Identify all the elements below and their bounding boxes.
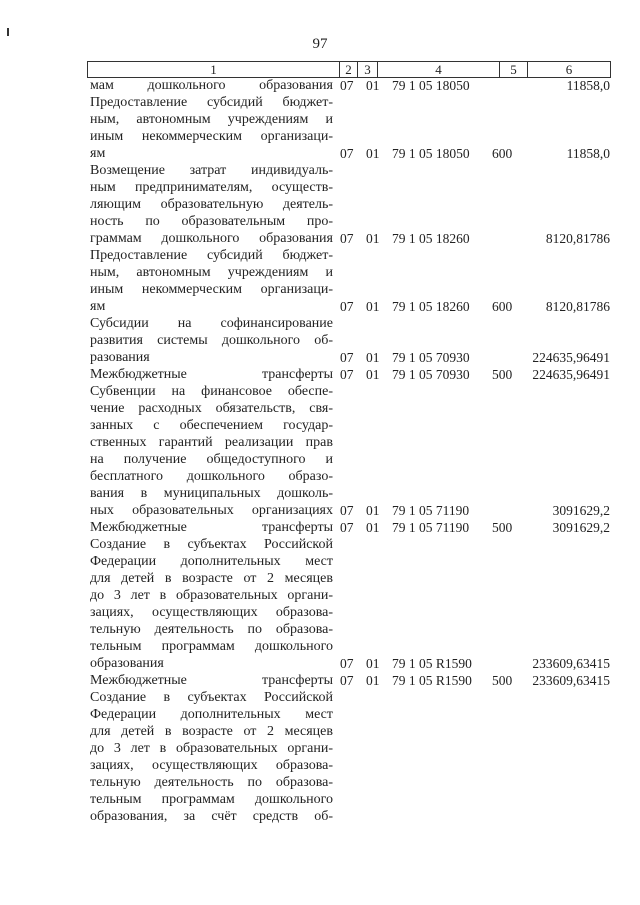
row-codes bbox=[340, 230, 610, 247]
target-article-code: 79 1 05 R1590 bbox=[392, 656, 472, 671]
amount-value: 224635,96491 bbox=[532, 350, 610, 365]
description-line: Предоставление субсидий бюджет- bbox=[90, 248, 333, 263]
row-codes bbox=[340, 145, 610, 162]
description-line: образования, за счёт средств об- bbox=[90, 809, 333, 824]
description-line: до 3 лет в образовательных органи- bbox=[90, 741, 333, 756]
description-line: бесплатного дошкольного образо- bbox=[90, 469, 333, 484]
description-line: Субсидии на софинансирование bbox=[90, 316, 333, 331]
description-line: чение расходных обязательств, свя- bbox=[90, 401, 333, 416]
description-line: ных образовательных организациях bbox=[90, 503, 333, 518]
description-line: Создание в субъектах Российской bbox=[90, 690, 333, 705]
row-codes bbox=[340, 366, 610, 383]
table-row bbox=[90, 247, 610, 315]
target-article-code: 79 1 05 71190 bbox=[392, 520, 470, 535]
subsection-code: 01 bbox=[366, 350, 380, 365]
amount-value: 11858,0 bbox=[566, 146, 610, 161]
table-body bbox=[90, 77, 610, 825]
target-article-code: 79 1 05 18260 bbox=[392, 299, 470, 314]
section-code: 07 bbox=[340, 673, 354, 688]
section-code: 07 bbox=[340, 299, 354, 314]
row-codes bbox=[340, 77, 610, 94]
row-codes bbox=[340, 808, 610, 825]
description-line: зациях, осуществляющих образова- bbox=[90, 605, 333, 620]
expense-type-code: 500 bbox=[492, 520, 513, 535]
amount-value: 8120,81786 bbox=[545, 231, 610, 246]
row-description bbox=[90, 689, 333, 825]
row-codes bbox=[340, 672, 610, 689]
description-line: Субвенции на финансовое обеспе- bbox=[90, 384, 333, 399]
subsection-code: 01 bbox=[366, 503, 380, 518]
section-code: 07 bbox=[340, 146, 354, 161]
row-description bbox=[90, 94, 333, 162]
row-codes bbox=[340, 502, 610, 519]
description-line: Предоставление субсидий бюджет- bbox=[90, 95, 333, 110]
row-codes bbox=[340, 655, 610, 672]
description-line: ность по образовательным про- bbox=[90, 214, 333, 229]
subsection-code: 01 bbox=[366, 299, 380, 314]
description-line: разования bbox=[90, 350, 150, 365]
description-line: ляющим образовательную деятель- bbox=[90, 197, 333, 212]
description-line: Федерации дополнительных мест bbox=[90, 554, 333, 569]
page-number: 97 bbox=[312, 36, 328, 52]
header-col-6: 6 bbox=[565, 62, 573, 77]
amount-value: 3091629,2 bbox=[552, 520, 610, 535]
section-code: 07 bbox=[340, 78, 354, 93]
description-line: для детей в возрасте от 2 месяцев bbox=[90, 724, 333, 739]
section-code: 07 bbox=[340, 520, 354, 535]
target-article-code: 79 1 05 18050 bbox=[392, 146, 470, 161]
section-code: 07 bbox=[340, 231, 354, 246]
table-row bbox=[90, 689, 610, 825]
amount-value: 11858,0 bbox=[566, 78, 610, 93]
table-row bbox=[90, 519, 610, 536]
row-description bbox=[90, 672, 333, 689]
table-row bbox=[90, 94, 610, 162]
description-line: ям bbox=[90, 146, 106, 161]
table-row bbox=[90, 383, 610, 519]
description-line: тельным программам дошкольного bbox=[90, 639, 333, 654]
table-header bbox=[87, 61, 611, 78]
table-row bbox=[90, 366, 610, 383]
row-codes bbox=[340, 349, 610, 366]
row-codes bbox=[340, 298, 610, 315]
expense-type-code: 500 bbox=[492, 673, 513, 688]
section-code: 07 bbox=[340, 656, 354, 671]
amount-value: 233609,63415 bbox=[532, 673, 610, 688]
description-line: иным некоммерческим организаци- bbox=[90, 282, 333, 297]
subsection-code: 01 bbox=[366, 673, 380, 688]
description-line: ным предпринимателям, осуществ- bbox=[90, 180, 333, 195]
subsection-code: 01 bbox=[366, 146, 380, 161]
row-description bbox=[90, 162, 333, 247]
description-line: тельную деятельность по образова- bbox=[90, 622, 333, 637]
description-line: Возмещение затрат индивидуаль- bbox=[90, 163, 333, 178]
row-description bbox=[90, 366, 333, 383]
description-line: тельную деятельность по образова- bbox=[90, 775, 333, 790]
description-line: тельным программам дошкольного bbox=[90, 792, 333, 807]
amount-value: 3091629,2 bbox=[552, 503, 610, 518]
description-line: зациях, осуществляющих образова- bbox=[90, 758, 333, 773]
subsection-code: 01 bbox=[366, 367, 380, 382]
row-description bbox=[90, 519, 333, 536]
target-article-code: 79 1 05 70930 bbox=[392, 367, 470, 382]
description-line: вания в муниципальных дошколь- bbox=[90, 486, 333, 501]
description-line: ным, автономным учреждениям и bbox=[90, 112, 333, 127]
target-article-code: 79 1 05 70930 bbox=[392, 350, 470, 365]
description-line: граммам дошкольного образования bbox=[90, 231, 333, 246]
header-col-5: 5 bbox=[500, 62, 528, 77]
section-code: 07 bbox=[340, 503, 354, 518]
table-row bbox=[90, 672, 610, 689]
table-row bbox=[90, 315, 610, 366]
row-description bbox=[90, 77, 333, 94]
description-line: ственных гарантий реализации прав bbox=[90, 435, 333, 450]
row-description bbox=[90, 247, 333, 315]
amount-value: 8120,81786 bbox=[545, 299, 610, 314]
target-article-code: 79 1 05 18050 bbox=[392, 78, 470, 93]
subsection-code: 01 bbox=[366, 520, 380, 535]
target-article-code: 79 1 05 R1590 bbox=[392, 673, 472, 688]
section-code: 07 bbox=[340, 350, 354, 365]
expense-type-code: 600 bbox=[492, 299, 513, 314]
description-line: Федерации дополнительных мест bbox=[90, 707, 333, 722]
description-line: Создание в субъектах Российской bbox=[90, 537, 333, 552]
description-line: образования bbox=[90, 656, 164, 671]
table-row bbox=[90, 162, 610, 247]
subsection-code: 01 bbox=[366, 656, 380, 671]
description-line: Межбюджетные трансферты bbox=[90, 520, 333, 535]
row-description bbox=[90, 536, 333, 672]
description-line: на получение общедоступного и bbox=[90, 452, 333, 467]
table-row bbox=[90, 77, 610, 94]
header-col-4: 4 bbox=[378, 62, 500, 77]
description-line: занных с обеспечением государ- bbox=[90, 418, 333, 433]
subsection-code: 01 bbox=[366, 231, 380, 246]
table-row bbox=[90, 536, 610, 672]
header-col-1: 1 bbox=[88, 62, 340, 77]
row-codes bbox=[340, 519, 610, 536]
description-line: мам дошкольного образования bbox=[90, 78, 333, 93]
description-line: ям bbox=[90, 299, 106, 314]
expense-type-code: 500 bbox=[492, 367, 513, 382]
amount-value: 233609,63415 bbox=[532, 656, 610, 671]
section-code: 07 bbox=[340, 367, 354, 382]
description-line: развития системы дошкольного об- bbox=[90, 333, 333, 348]
description-line: Межбюджетные трансферты bbox=[90, 673, 333, 688]
scan-mark bbox=[7, 28, 13, 36]
subsection-code: 01 bbox=[366, 78, 380, 93]
row-description bbox=[90, 315, 333, 366]
amount-value: 224635,96491 bbox=[532, 367, 610, 382]
row-description bbox=[90, 383, 333, 519]
description-line: Межбюджетные трансферты bbox=[90, 367, 333, 382]
description-line: до 3 лет в образовательных органи- bbox=[90, 588, 333, 603]
expense-type-code: 600 bbox=[492, 146, 513, 161]
target-article-code: 79 1 05 18260 bbox=[392, 231, 470, 246]
header-col-3: 3 bbox=[358, 62, 378, 77]
header-col-2: 2 bbox=[340, 62, 358, 77]
description-line: ным, автономным учреждениям и bbox=[90, 265, 333, 280]
target-article-code: 79 1 05 71190 bbox=[392, 503, 470, 518]
description-line: для детей в возрасте от 2 месяцев bbox=[90, 571, 333, 586]
description-line: иным некоммерческим организаци- bbox=[90, 129, 333, 144]
